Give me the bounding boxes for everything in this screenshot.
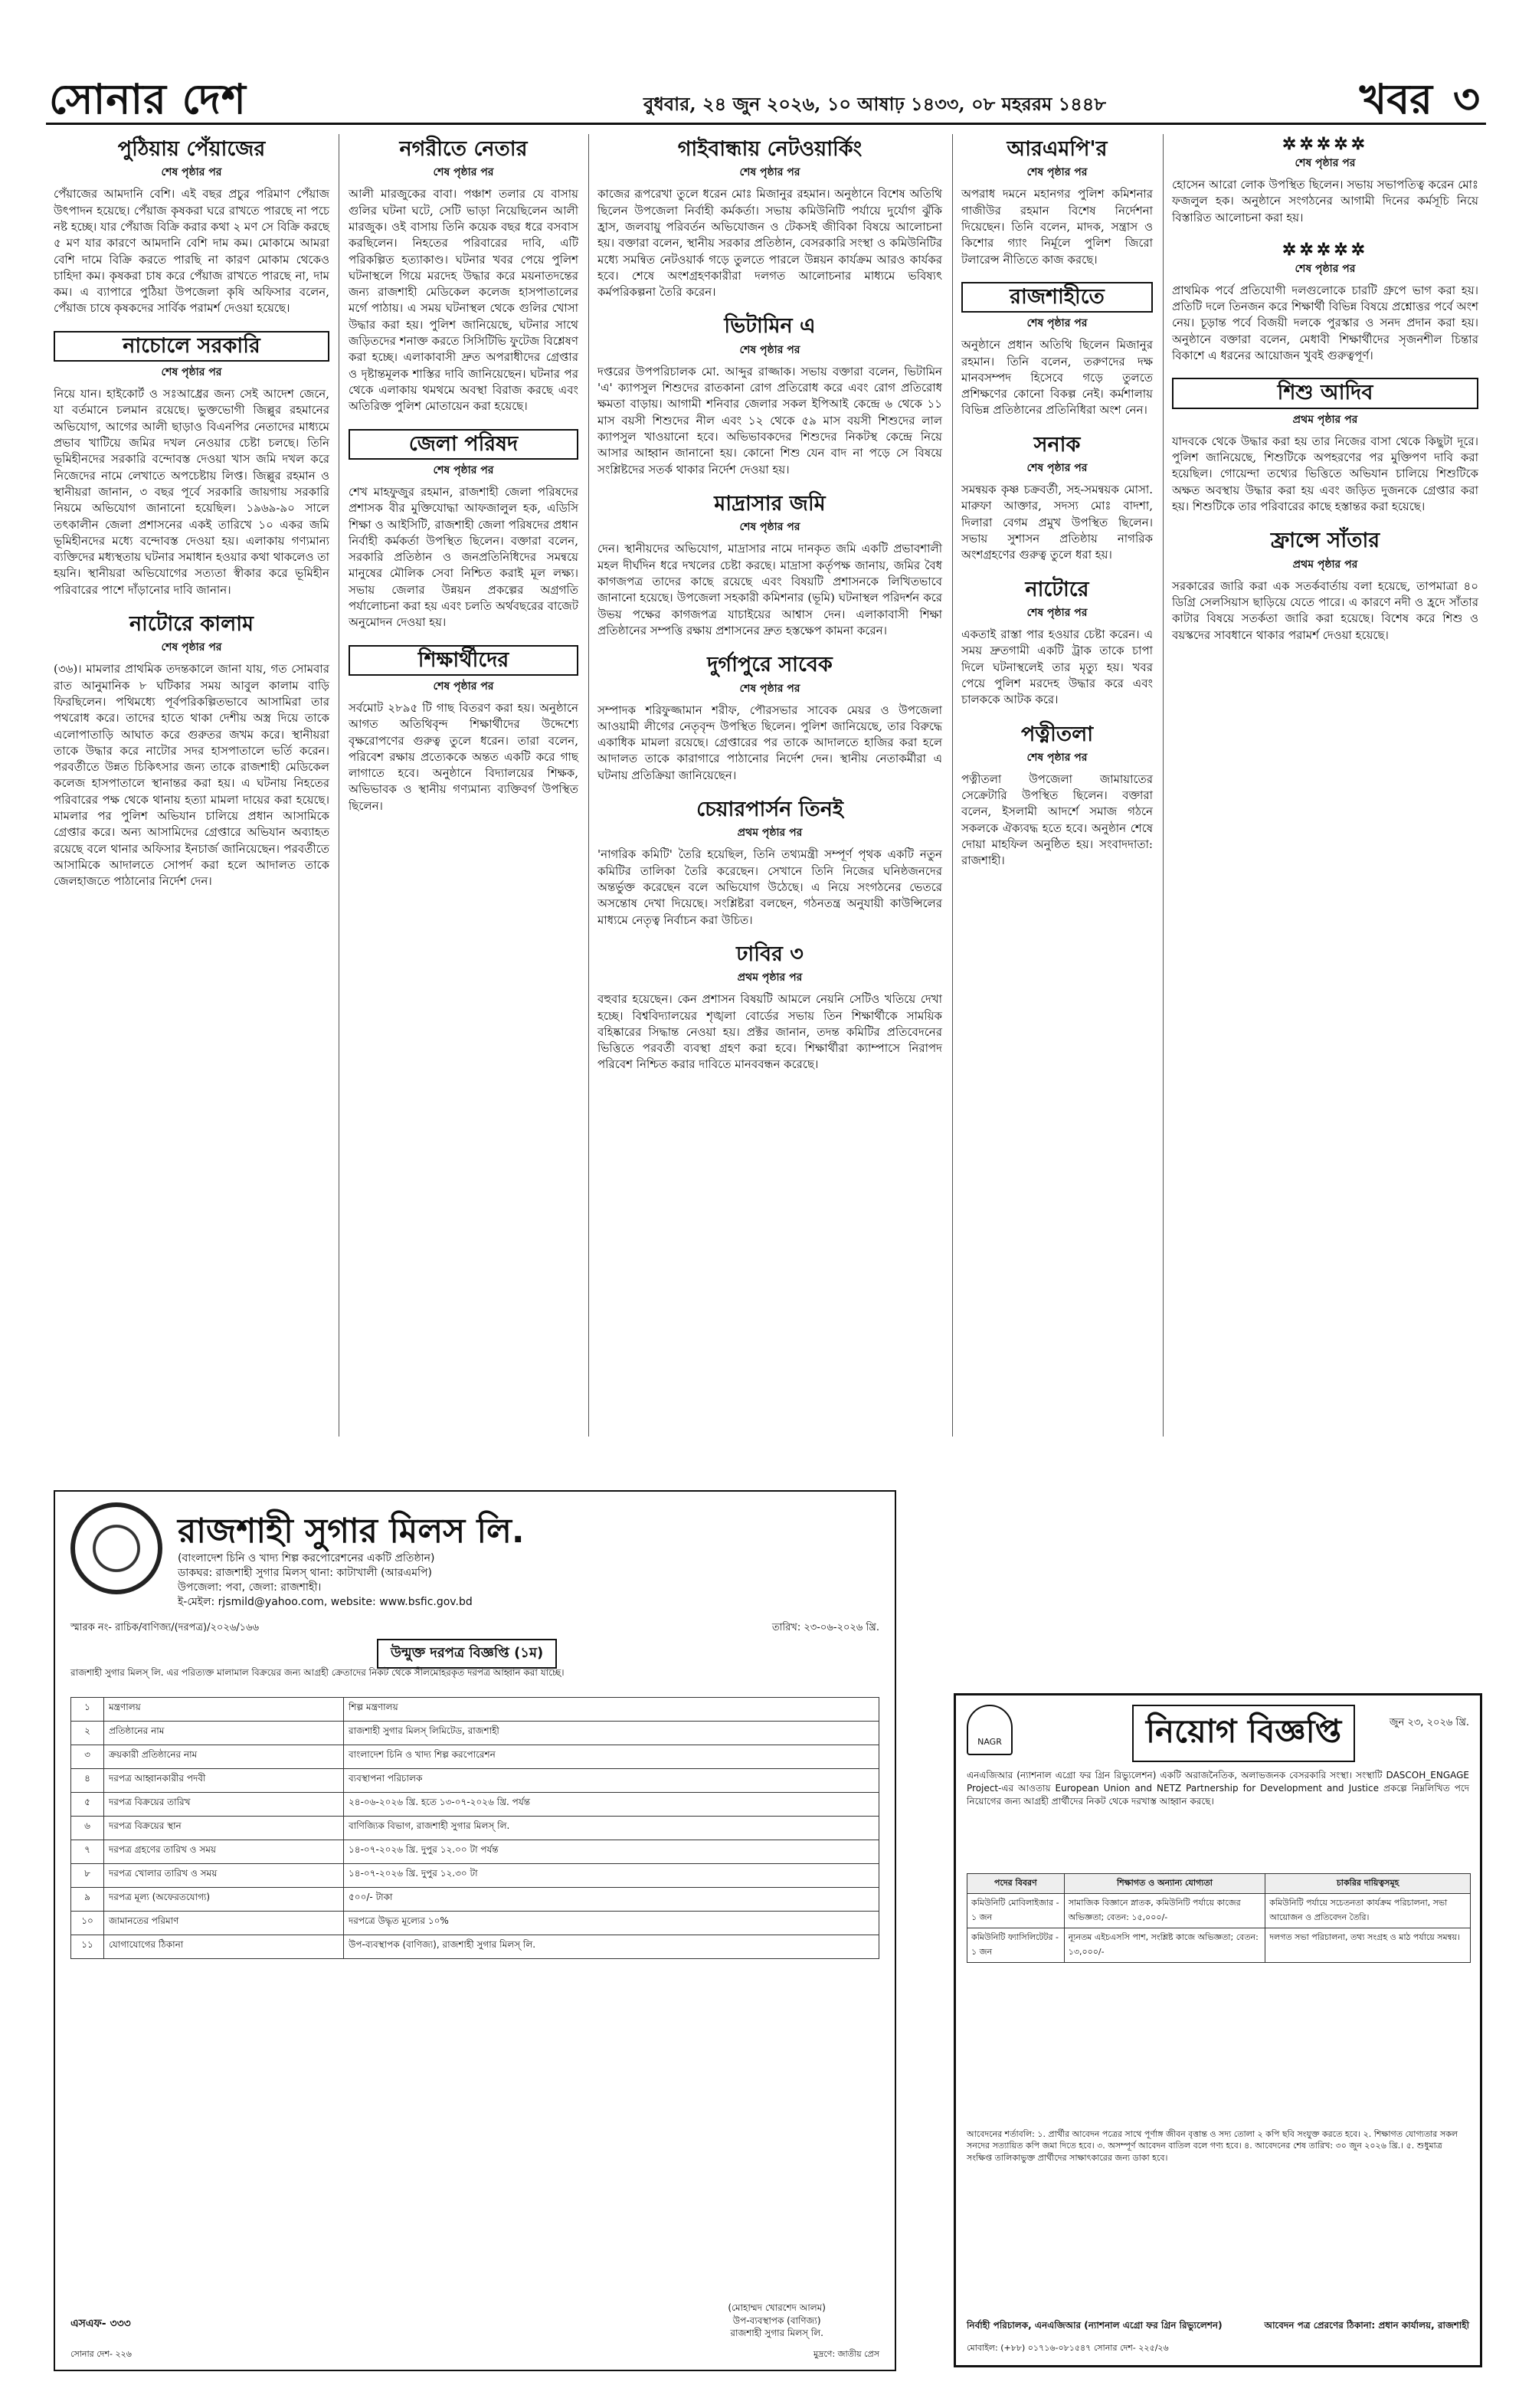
ad-company-name: রাজশাহী সুগার মিলস লি. bbox=[178, 1512, 525, 1551]
story-kicker: শেষ পৃষ্ঠার পর bbox=[1026, 166, 1088, 179]
ad-sub-line: ই-মেইল: rjsmild@yahoo.com, website: www.bsfic.gov.bd bbox=[178, 1595, 473, 1608]
table-row bbox=[967, 1928, 1471, 1963]
ad-footer-right: মুদ্রণে: জাতীয় প্রেস bbox=[813, 2349, 879, 2359]
story-kicker: শেষ পৃষ্ঠার পর bbox=[1026, 751, 1088, 764]
table-cell: সামাজিক বিজ্ঞানে স্নাতক, কমিউনিটি পর্যায়ে কাজের অভিজ্ঞতা; বেতন: ১৫,০০০/- bbox=[1064, 1894, 1265, 1928]
story-headline: ঢাবির ৩ bbox=[736, 942, 804, 966]
story-kicker: শেষ পৃষ্ঠার পর bbox=[1026, 607, 1088, 620]
ad-signature bbox=[728, 2302, 826, 2339]
table-cell: ৫০০/- টাকা bbox=[344, 1888, 879, 1912]
table-row bbox=[71, 1793, 879, 1817]
story-headline: জেলা পরিষদ bbox=[349, 429, 578, 460]
table-cell: ৭ bbox=[71, 1840, 104, 1864]
recruitment-date: জুন ২৩, ২০২৬ খ্রি. bbox=[1389, 1717, 1469, 1728]
table-cell: বাংলাদেশ চিনি ও খাদ্য শিল্প করপোরেশন bbox=[344, 1745, 879, 1769]
table-row bbox=[71, 1888, 879, 1912]
recruitment-footer-left: নির্বাহী পরিচালক, এনএজিআর (ন্যাশনাল এগ্রো ফর গ্রিন রিভ্যুলেশন) bbox=[967, 2320, 1223, 2331]
story-headline: নাচোলে সরকারি bbox=[54, 331, 329, 362]
table-cell: দরপত্র আহ্বানকারীর পদবী bbox=[104, 1769, 344, 1793]
table-row bbox=[71, 1769, 879, 1793]
story-body: 'নাগরিক কমিটি' তৈরি হয়েছিল, তিনি তথ্যমন্ত্রী সম্পূর্ণ পৃথক একটি নতুন কমিটির তালিকা তৈরি করেছেন। সেখানে তিনি নিজের ঘনিষ্ঠজনদের অন্তর্ভুক্ত করেছেন বলে অভিযোগ উঠেছে। এ নিয়ে সংগঠনের ভেতরে অসন্তোষ দেখা দিয়েছে। সংশ্লিষ্টরা বলছেন, গঠনতন্ত্র অনুযায়ী কাউন্সিলের মাধ্যমে নেতৃত্ব নির্বাচন করা উচিত। bbox=[597, 847, 942, 927]
story-stars: ✲✲✲✲✲ bbox=[1282, 239, 1369, 260]
story-body: হোসেন আরো লোক উপস্থিত ছিলেন। সভায় সভাপতিত্ব করেন মোঃ ফজলুল হক। অনুষ্ঠানে সংগঠনের আগামী দিনের কর্মসূচি নিয়ে বিস্তারিত আলোচনা করা হয়। bbox=[1172, 178, 1478, 224]
story-body: শেখ মাহফুজুর রহমান, রাজশাহী জেলা পরিষদের প্রশাসক বীর মুক্তিযোদ্ধা আফজালুল হক, এডিসি শিক্ষা ও আইসিটি, রাজশাহী জেলা পরিষদের প্রধান নির্বাহী কর্মকর্তা উপস্থিত ছিলেন। বক্তারা বলেন, সরকারি প্রতিষ্ঠান ও জনপ্রতিনিধিদের সমন্বয়ে মানুষের মৌলিক সেবা নিশ্চিত করাই মূল লক্ষ্য। সভায় জেলার উন্নয়ন প্রকল্পের অগ্রগতি পর্যালোচনা করা হয় এবং চলতি অর্থবছরের বাজেট অনুমোদন দেওয়া হয়। bbox=[349, 484, 578, 630]
page-number: ৩ bbox=[1452, 74, 1480, 123]
table-header: পদের বিবরণ bbox=[967, 1874, 1065, 1894]
story-headline: আরএমপি'র bbox=[1007, 137, 1108, 161]
recruitment-footer-bottom: মোবাইল: (+৮৮) ০১৭১৬-০৮১৫৪৭ সোনার দেশ- ২২৫/২৬ bbox=[967, 2343, 1169, 2353]
table-cell: ২ bbox=[71, 1722, 104, 1745]
table-cell: ১৪-০৭-২০২৬ খ্রি. দুপুর ১২.৩০ টা bbox=[344, 1864, 879, 1888]
story-kicker: শেষ পৃষ্ঠার পর bbox=[433, 166, 494, 179]
table-cell: উপ-ব্যবস্থাপক (বাণিজ্য), রাজশাহী সুগার মিলস্ লি. bbox=[344, 1935, 879, 1959]
table-cell: দরপত্রে উদ্ধৃত মূল্যের ১০% bbox=[344, 1912, 879, 1935]
recruitment-rules: আবেদনের শর্তাবলি: ১. প্রার্থীর আবেদন পত্রের সাথে পূর্ণাঙ্গ জীবন বৃত্তান্ত ও সদ্য তোলা ২ কপি ছবি সংযুক্ত করতে হবে। ২. শিক্ষাগত যোগ্যতার সকল সনদের সত্যায়িত কপি জমা দিতে হবে। ৩. অসম্পূর্ণ আবেদন বাতিল বলে গণ্য হবে। ৪. আবেদনের শেষ তারিখ: ৩০ জুন ২০২৬ খ্রি.। ৫. শুধুমাত্র সংক্ষিপ্ত তালিকাভুক্ত প্রার্থীদের সাক্ষাৎকারের জন্য ডাকা হবে। bbox=[967, 2129, 1458, 2163]
ad-intro: রাজশাহী সুগার মিলস্ লি. এর পরিত্যক্ত মালামাল বিক্রয়ের জন্য আগ্রহী ক্রেতাদের নিকট থেকে সীলমোহরকৃত দরপত্র আহ্বান করা যাচ্ছে। bbox=[70, 1667, 565, 1678]
story-headline: রাজশাহীতে bbox=[961, 282, 1153, 313]
section-label: খবর bbox=[1359, 74, 1432, 123]
story-kicker: শেষ পৃষ্ঠার পর bbox=[1295, 157, 1356, 169]
story-kicker: শেষ পৃষ্ঠার পর bbox=[739, 521, 800, 534]
story-kicker: প্রথম পৃষ্ঠার পর bbox=[737, 971, 803, 984]
news-story bbox=[1172, 378, 1478, 515]
recruitment-advertisement bbox=[954, 1693, 1482, 2367]
recruitment-footer-right: আবেদন পত্র প্রেরণের ঠিকানা: প্রধান কার্যালয়, রাজশাহী bbox=[1264, 2320, 1469, 2331]
story-body: পেঁয়াজের আমদানি বেশি। এই বছর প্রচুর পরিমাণ পেঁয়াজ উৎপাদন হয়েছে। পেঁয়াজ কৃষকরা ঘরে রাখতে পারছে না পচে নষ্ট হচ্ছে। যার পেঁয়াজ বিক্রি করার কথা ২ মণ সে বিক্রি করছে ৫ মণ যার কারণে আমদানি বেশি দাম কম। মোকামে আমরা বেশি দামে বিক্রি করতে পারছি না কারণ মোকাম থেকেও চাহিদা কম। কৃষকরা চাষ করে পেঁয়াজ রাখতে পারছে না, দাম কম। এ ব্যাপারে পুঠিয়া উপজেলা কৃষি অফিসার বলেন, পেঁয়াজ চাষে কৃষকদের সার্বিক পরামর্শ দেওয়া হয়েছে। bbox=[54, 187, 329, 316]
table-cell: দরপত্র খোলার তারিখ ও সময় bbox=[104, 1864, 344, 1888]
story-headline: নগরীতে নেতার bbox=[399, 137, 528, 161]
table-cell: ৯ bbox=[71, 1888, 104, 1912]
dateline: বুধবার, ২৪ জুন ২০২৬, ১০ আষাঢ় ১৪৩৩, ০৮ মহররম ১৪৪৮ bbox=[643, 93, 1106, 115]
story-kicker: প্রথম পৃষ্ঠার পর bbox=[737, 827, 803, 840]
news-story bbox=[54, 137, 329, 317]
table-cell: ২৪-০৬-২০২৬ খ্রি. হতে ১৩-০৭-২০২৬ খ্রি. পর্যন্ত bbox=[344, 1793, 879, 1817]
news-story bbox=[1172, 134, 1478, 226]
table-cell: ৬ bbox=[71, 1817, 104, 1840]
story-kicker: প্রথম পৃষ্ঠার পর bbox=[1292, 558, 1358, 571]
story-kicker: শেষ পৃষ্ঠার পর bbox=[161, 641, 222, 654]
table-row bbox=[71, 1912, 879, 1935]
table-cell: প্রতিষ্ঠানের নাম bbox=[104, 1722, 344, 1745]
story-body: পত্নীতলা উপজেলা জামায়াতের সেক্রেটারি উপস্থিত ছিলেন। বক্তারা বলেন, ইসলামী আদর্শে সমাজ গঠনে সকলকে ঐক্যবদ্ধ হতে হবে। অনুষ্ঠান শেষে দোয়া মাহফিল অনুষ্ঠিত হয়। সংবাদদাতা: রাজশাহী। bbox=[961, 772, 1153, 868]
ad-memo: স্মারক নং- রাচিক/বাণিজ্য/(দরপত্র)/২০২৬/১৬৬ bbox=[70, 1622, 260, 1633]
signature-title: উপ-ব্যবস্থাপক (বাণিজ্য) bbox=[732, 2315, 821, 2326]
story-kicker: প্রথম পৃষ্ঠার পর bbox=[1292, 413, 1358, 426]
table-row bbox=[967, 1894, 1471, 1928]
column-rule bbox=[1163, 134, 1164, 1437]
signature-name: (মোহাম্মদ খোরশেদ আলম) bbox=[728, 2302, 826, 2314]
story-headline: দুর্গাপুরে সাবেক bbox=[707, 653, 833, 677]
story-body: অনুষ্ঠানে প্রধান অতিথি ছিলেন মিজানুর রহমান। তিনি বলেন, তরুণদের দক্ষ মানবসম্পদ হিসেবে গড়ে তুলতে প্রশিক্ষণের কোনো বিকল্প নেই। কর্মশালায় বিভিন্ন প্রতিষ্ঠানের প্রতিনিধিরা অংশ নেন। bbox=[961, 338, 1153, 418]
table-cell: বাণিজ্যিক বিভাগ, রাজশাহী সুগার মিলস্ লি. bbox=[344, 1817, 879, 1840]
recruitment-title: নিয়োগ বিজ্ঞপ্তি bbox=[1132, 1705, 1355, 1762]
table-cell: ন্যূনতম এইচএসসি পাশ, সংশ্লিষ্ট কাজে অভিজ্ঞতা; বেতন: ১৩,০০০/- bbox=[1064, 1928, 1265, 1963]
story-body: সম্পাদক শরিফুজ্জামান শরীফ, পৌরসভার সাবেক মেয়র ও উপজেলা আওয়ামী লীগের নেতৃবৃন্দ উপস্থিত ছিলেন। পুলিশ জানিয়েছে, তার বিরুদ্ধে একাধিক মামলা রয়েছে। গ্রেপ্তারের পর তাকে আদালতে হাজির করা হলে আদালত তাকে কারাগারে পাঠানোর নির্দেশ দেন। স্থানীয় নেতাকর্মীরা এ ঘটনায় প্রতিক্রিয়া জানিয়েছেন। bbox=[597, 703, 942, 782]
story-body: আলী মারজুকের বাবা। পঞ্চাশ তলার যে বাসায় গুলির ঘটনা ঘটে, সেটি ভাড়া নিয়েছিলেন আলী মারজুক। ওই বাসায় তিনি কয়েক বছর ধরে বসবাস করছিলেন। নিহতের পরিবারের দাবি, এটি পরিকল্পিত হত্যাকাণ্ড। ঘটনার খবর পেয়ে পুলিশ ঘটনাস্থলে গিয়ে মরদেহ উদ্ধার করে ময়নাতদন্তের জন্য রাজশাহী মেডিকেল কলেজ হাসপাতালের মর্গে পাঠায়। এ সময় ঘটনাস্থল থেকে গুলির খোসা উদ্ধার করা হয়। পুলিশ জানিয়েছে, ঘটনার সাথে জড়িতদের শনাক্ত করতে সিসিটিভি ফুটেজ বিশ্লেষণ করা হচ্ছে। এলাকাবাসী দ্রুত অপরাধীদের গ্রেপ্তার ও দৃষ্টান্তমূলক শাস্তির দাবি জানিয়েছেন। ঘটনার পর থেকে এলাকায় থমথমে অবস্থা বিরাজ করছে এবং অতিরিক্ত পুলিশ মোতায়েন করা হয়েছে। bbox=[349, 187, 578, 414]
column-rule bbox=[588, 134, 589, 1437]
table-header: চাকরির দায়িত্বসমূহ bbox=[1265, 1874, 1471, 1894]
story-body: দেন। স্থানীয়দের অভিযোগ, মাদ্রাসার নামে দানকৃত জমি একটি প্রভাবশালী মহল দীর্ঘদিন ধরে দখলের চেষ্টা করছে। মাদ্রাসা কর্তৃপক্ষ জানায়, জমির বৈধ কাগজপত্র তাদের কাছে রয়েছে এবং বিষয়টি প্রশাসনকে লিখিতভাবে জানানো হয়েছে। উপজেলা সহকারী কমিশনার (ভূমি) ঘটনাস্থল পরিদর্শন করে উভয় পক্ষের কাগজপত্র যাচাইয়ের আশ্বাস দেন। এলাকাবাসী শিক্ষা প্রতিষ্ঠানের সম্পত্তি রক্ষায় প্রশাসনের দ্রুত হস্তক্ষেপ কামনা করেন। bbox=[597, 542, 942, 637]
table-cell: রাজশাহী সুগার মিলস্ লিমিটেড, রাজশাহী bbox=[344, 1722, 879, 1745]
ad-ref-line bbox=[70, 1620, 879, 1636]
story-headline: পত্নীতলা bbox=[1020, 722, 1094, 746]
table-cell: শিল্প মন্ত্রণালয় bbox=[344, 1698, 879, 1722]
story-headline: ভিটামিন এ bbox=[724, 314, 816, 339]
story-body: দপ্তরের উপপরিচালক মো. আব্দুর রাজ্জাক। সভায় বক্তারা বলেন, ভিটামিন 'এ' ক্যাপসুল শিশুদের রাতকানা রোগ প্রতিরোধ করে এবং রোগ প্রতিরোধ ক্ষমতা বাড়ায়। আগামী শনিবার জেলার সকল ইপিআই কেন্দ্রে ৬ থেকে ১১ মাস বয়সী শিশুদের নীল এবং ১২ থেকে ৫৯ মাস বয়সী শিশুদের লাল ক্যাপসুল খাওয়ানো হবে। অভিভাবকদের শিশুদের নিকটস্থ কেন্দ্রে নিয়ে আসার আহ্বান জানানো হয়। কোনো শিশু যেন বাদ না পড়ে সে বিষয়ে সংশ্লিষ্টদের সতর্ক থাকার নির্দেশ দেওয়া হয়। bbox=[597, 364, 942, 477]
ad-sub-line: (বাংলাদেশ চিনি ও খাদ্য শিল্প করপোরেশনের একটি প্রতিষ্ঠান) bbox=[178, 1552, 435, 1564]
story-kicker: শেষ পৃষ্ঠার পর bbox=[161, 366, 222, 379]
story-kicker: শেষ পৃষ্ঠার পর bbox=[1026, 317, 1088, 330]
story-kicker: শেষ পৃষ্ঠার পর bbox=[739, 343, 800, 356]
column-2 bbox=[349, 134, 578, 828]
story-kicker: শেষ পৃষ্ঠার পর bbox=[161, 166, 222, 179]
story-headline: সনাক bbox=[1033, 432, 1081, 457]
story-kicker: শেষ পৃষ্ঠার পর bbox=[433, 680, 494, 693]
story-headline: শিক্ষার্থীদের bbox=[349, 645, 578, 676]
story-kicker: শেষ পৃষ্ঠার পর bbox=[739, 682, 800, 695]
news-story bbox=[597, 314, 942, 477]
news-story bbox=[961, 137, 1153, 268]
story-kicker: শেষ পৃষ্ঠার পর bbox=[433, 464, 494, 477]
news-story bbox=[349, 137, 578, 415]
sugar-mills-logo-icon bbox=[70, 1502, 162, 1594]
news-story bbox=[349, 645, 578, 814]
table-row bbox=[71, 1745, 879, 1769]
recruitment-description: এনএজিআর (ন্যাশনাল এগ্রো ফর গ্রিন রিভ্যুলেশন) একটি অরাজনৈতিক, অলাভজনক বেসরকারি সংস্থা। সংস্থাটি DASCOH_ENGAGE Project-এর আওতায় European Union and NETZ Partnership for Development and Justice প্রকল্পে নিম্নলিখিত পদে নিয়োগের জন্য আগ্রহী প্রার্থীদের নিকট থেকে দরখাস্ত আহ্বান করছে। bbox=[967, 1770, 1469, 1807]
ad-sub-line: উপজেলা: পবা, জেলা: রাজশাহী। bbox=[178, 1581, 322, 1594]
newspaper-brand: সোনার দেশ bbox=[49, 74, 247, 123]
story-stars: ✲✲✲✲✲ bbox=[1282, 134, 1369, 154]
ad-company-details bbox=[178, 1551, 714, 1610]
story-kicker: শেষ পৃষ্ঠার পর bbox=[1026, 462, 1088, 475]
story-body: সর্বমোট ২৮৯৫ টি গাছ বিতরণ করা হয়। অনুষ্ঠানে আগত অতিথিবৃন্দ শিক্ষার্থীদের উদ্দেশ্যে বৃক্ষরোপণের গুরুত্ব তুলে ধরেন। তারা বলেন, পরিবেশ রক্ষায় প্রত্যেককে অন্তত একটি করে গাছ লাগাতে হবে। অনুষ্ঠানে বিদ্যালয়ের শিক্ষক, অভিভাবক ও স্থানীয় গণ্যমান্য ব্যক্তিবর্গ উপস্থিত ছিলেন। bbox=[349, 701, 578, 813]
ad-date: তারিখ: ২৩-০৬-২০২৬ খ্রি. bbox=[771, 1622, 879, 1633]
table-cell: কমিউনিটি পর্যায়ে সচেতনতা কার্যক্রম পরিচালনা, সভা আয়োজন ও প্রতিবেদন তৈরি। bbox=[1265, 1894, 1471, 1928]
story-kicker: শেষ পৃষ্ঠার পর bbox=[1295, 262, 1356, 275]
news-story bbox=[961, 282, 1153, 419]
table-cell: ব্যবস্থাপনা পরিচালক bbox=[344, 1769, 879, 1793]
column-rule bbox=[952, 134, 953, 1437]
story-body: একতাই রাস্তা পার হওয়ার চেষ্টা করেন। এ সময় দ্রুতগামী একটি ট্রাক তাকে চাপা দিলে ঘটনাস্থলেই তার মৃত্যু হয়। খবর পেয়ে পুলিশ মরদেহ উদ্ধার করে এবং চালককে আটক করে। bbox=[961, 627, 1153, 707]
news-story bbox=[597, 942, 942, 1073]
table-cell: ১০ bbox=[71, 1912, 104, 1935]
signature-org: রাজশাহী সুগার মিলস্ লি. bbox=[730, 2327, 823, 2338]
column-5 bbox=[1172, 134, 1478, 657]
news-story bbox=[349, 429, 578, 631]
news-story bbox=[54, 331, 329, 598]
table-cell: যোগাযোগের ঠিকানা bbox=[104, 1935, 344, 1959]
news-story bbox=[597, 492, 942, 639]
news-story bbox=[597, 653, 942, 784]
table-cell: দলগত সভা পরিচালনা, তথ্য সংগ্রহ ও মাঠ পর্যায়ে সমন্বয়। bbox=[1265, 1928, 1471, 1963]
table-row bbox=[71, 1864, 879, 1888]
story-body: সমন্বয়ক কৃষ্ণ চক্রবর্তী, সহ-সমন্বয়ক মোসা. মারুফা আক্তার, সদস্য মোঃ বাদশা, দিলারা বেগম প্রমুখ উপস্থিত ছিলেন। সভায় সুশাসন প্রতিষ্ঠায় নাগরিক অংশগ্রহণের গুরুত্ব তুলে ধরা হয়। bbox=[961, 483, 1153, 562]
ad-footer-left: সোনার দেশ- ২২৬ bbox=[70, 2349, 132, 2359]
story-kicker: শেষ পৃষ্ঠার পর bbox=[739, 166, 800, 179]
table-cell: দরপত্র গ্রহণের তারিখ ও সময় bbox=[104, 1840, 344, 1864]
table-cell: দরপত্র বিক্রয়ের তারিখ bbox=[104, 1793, 344, 1817]
table-cell: ১৪-০৭-২০২৬ খ্রি. দুপুর ১২.০০ টা পর্যন্ত bbox=[344, 1840, 879, 1864]
story-body: (৩৬)। মামলার প্রাথমিক তদন্তকালে জানা যায়, গত সোমবার রাত আনুমানিক ৮ ঘটিকার সময় আবুল কালাম বাড়ি ফিরছিলেন। পথিমধ্যে পূর্বপরিকল্পিতভাবে আসামিরা তার পথরোধ করে। তাদের হাতে থাকা দেশীয় অস্ত্র দিয়ে তাকে এলোপাতাড়ি আঘাত করে গুরুতর জখম করে। স্থানীয়রা তাকে উদ্ধার করে নাটোর সদর হাসপাতালে ভর্তি করেন। পরবর্তীতে উন্নত চিকিৎসার জন্য তাকে রাজশাহী মেডিকেল কলেজ হাসপাতালে স্থানান্তর করা হয়। এ ঘটনায় নিহতের পরিবারের পক্ষ থেকে থানায় হত্যা মামলা দায়ের করা হয়েছে। মামলার পর পুলিশ অভিযান চালিয়ে প্রধান আসামিকে গ্রেপ্তার করে। অন্য আসামিদের গ্রেপ্তারে অভিযান অব্যাহত রয়েছে বলে থানার অফিসার ইনচার্জ জানিয়েছেন। পরবর্তীতে আসামিকে আদালতে সোপর্দ করা হলে আদালত তাকে জেলহাজতে পাঠানোর নির্দেশ দেন। bbox=[54, 662, 329, 889]
table-cell: ৮ bbox=[71, 1864, 104, 1888]
table-row bbox=[71, 1840, 879, 1864]
recruitment-table bbox=[967, 1873, 1471, 1963]
column-3 bbox=[597, 134, 942, 1087]
table-cell: ৩ bbox=[71, 1745, 104, 1769]
ad-sub-line: ডাকঘর: রাজশাহী সুগার মিলস্ থানা: কাটাখালী (আরএমপি) bbox=[178, 1566, 432, 1579]
table-cell: ১ bbox=[71, 1698, 104, 1722]
story-headline: চেয়ারপার্সন তিনই bbox=[696, 797, 843, 821]
table-cell: ৫ bbox=[71, 1793, 104, 1817]
story-headline: শিশু আদিব bbox=[1172, 378, 1478, 408]
table-cell: দরপত্র বিক্রয়ের স্থান bbox=[104, 1817, 344, 1840]
table-cell: কমিউনিটি মোবিলাইজার - ১ জন bbox=[967, 1894, 1065, 1928]
news-story bbox=[597, 798, 942, 929]
table-cell: ১১ bbox=[71, 1935, 104, 1959]
tender-advertisement bbox=[54, 1490, 896, 2371]
story-body: অপরাধ দমনে মহানগর পুলিশ কমিশনার গাজীউর রহমান বিশেষ নির্দেশনা দিয়েছেন। তিনি বলেন, মাদক, সন্ত্রাস ও কিশোর গ্যাং নির্মূলে পুলিশ জিরো টলারেন্স নীতিতে কাজ করছে। bbox=[961, 187, 1153, 267]
story-headline: নাটোরে bbox=[1025, 577, 1089, 601]
story-body: সরকারের জারি করা এক সতর্কবার্তায় বলা হয়েছে, তাপমাত্রা ৪০ ডিগ্রি সেলসিয়াস ছাড়িয়ে যেতে পারে। এ কারণে নদী ও হ্রদে সাঁতার কাটার বিষয়ে সতর্কতা জারি করা হয়েছে। বিশেষ করে শিশু ও বয়স্কদের সাবধানে থাকার পরামর্শ দেওয়া হয়েছে। bbox=[1172, 578, 1478, 642]
column-1 bbox=[54, 134, 329, 904]
story-headline: মাদ্রাসার জমি bbox=[714, 491, 826, 516]
story-body: কাজের রূপরেখা তুলে ধরেন মোঃ মিজানুর রহমান। অনুষ্ঠানে বিশেষ অতিথি ছিলেন উপজেলা নির্বাহী কর্মকর্তা। সভায় কমিউনিটি পর্যায়ে দুর্যোগ ঝুঁকি হ্রাস, জলবায়ু পরিবর্তন অভিযোজন ও টেকসই জীবিকা বিষয়ে আলোচনা হয়। বক্তারা বলেন, স্থানীয় সরকার প্রতিষ্ঠান, বেসরকারি সংস্থা ও কমিউনিটির মধ্যে সমন্বিত নেটওয়ার্ক গড়ে তুলতে পারলে উন্নয়ন কার্যক্রম আরও কার্যকর হবে। শেষে অংশগ্রহণকারীরা দলগত আলোচনার মাধ্যমে ভবিষ্যৎ কর্মপরিকল্পনা তৈরি করেন। bbox=[597, 187, 942, 300]
ad-reference: এসএফ- ৩৩৩ bbox=[70, 2318, 131, 2330]
table-cell: ৪ bbox=[71, 1769, 104, 1793]
news-story bbox=[1172, 240, 1478, 364]
ad-footer bbox=[70, 2347, 879, 2362]
table-row bbox=[71, 1817, 879, 1840]
news-story bbox=[54, 612, 329, 890]
news-story bbox=[961, 578, 1153, 709]
story-body: যাদবকে থেকে উদ্ধার করা হয় তার নিজের বাসা থেকে কিছুটা দূরে। পুলিশ জানিয়েছে, শিশুটিকে অপহরণের পর মুক্তিপণ দাবি করা হয়েছিল। গোয়েন্দা তথ্যের ভিত্তিতে অভিযান চালিয়ে শিশুটিকে অক্ষত অবস্থায় উদ্ধার করা হয় এবং জড়িত দুজনকে গ্রেপ্তার করা হয়। শিশুটিকে তার পরিবারের কাছে হস্তান্তর করা হয়েছে। bbox=[1172, 434, 1478, 513]
news-story bbox=[597, 137, 942, 300]
nagr-logo-icon: NAGR bbox=[967, 1705, 1013, 1755]
table-cell: জামানতের পরিমাণ bbox=[104, 1912, 344, 1935]
table-cell: ক্রয়কারী প্রতিষ্ঠানের নাম bbox=[104, 1745, 344, 1769]
story-body: প্রাথমিক পর্বে প্রতিযোগী দলগুলোকে চারটি গ্রুপে ভাগ করা হয়। প্রতিটি দলে তিনজন করে শিক্ষার্থী বিভিন্ন বিষয়ে প্রশ্নোত্তর পর্বে অংশ নেয়। চূড়ান্ত পর্বে বিজয়ী দলকে পুরস্কার ও সনদ প্রদান করা হয়। অনুষ্ঠানে বক্তারা বলেন, মেধাবী শিক্ষার্থীদের সৃজনশীল চিন্তার বিকাশে এ ধরনের আয়োজন খুবই গুরুত্বপূর্ণ। bbox=[1172, 283, 1478, 363]
story-headline: নাটোরে কালাম bbox=[129, 612, 254, 637]
story-body: নিয়ে যান। হাইকোর্ট ও সঃআধ্রের জন্য সেই আদেশ জেনে, যা বর্তমানে চলমান রয়েছে। ভুক্তভোগী জিল্লুর রহমানের অভিযোগ, আগের আলী ছাড়াও বিএনপির নেতাদের মাধ্যমে প্রভাব খাটিয়ে জমির দখল নেওয়ার চেষ্টা চলছে। তিনি ভূমিহীনদের সরকারি বন্দোবস্ত দেওয়া খাস জমি দখল করে নিজেদের নামে লেখাতে অপচেষ্টায় লিপ্ত। জিল্লুর রহমান ও স্থানীয়রা জানান, ৩ বছর পূর্বে সরকারি জায়গায় সরকারি নিয়মে অভিযোগ জানানো হয়েছিল। ১৯৬৯-৯০ সালে তৎকালীন জেলা প্রশাসনের একই তারিখে ১০ একর জমি ভূমিহীনদের মধ্যে বন্দোবস্ত দেওয়া হয়। এলাকায় গণ্যমান্য ব্যক্তিদের মধ্যস্থতায় ঘটনার সমাধান হওয়ার কথা থাকলেও তা হয়নি। স্থানীয়রা অভিযোগের সত্যতা স্বীকার করে ভূমিহীন পরিবারের পাশে দাঁড়ানোর দাবি জানান। bbox=[54, 387, 329, 597]
tender-table bbox=[70, 1697, 879, 1959]
table-row bbox=[71, 1935, 879, 1959]
table-cell: কমিউনিটি ফ্যাসিলিটেটর - ১ জন bbox=[967, 1928, 1065, 1963]
news-story bbox=[961, 433, 1153, 564]
story-headline: ফ্রান্সে সাঁতার bbox=[1270, 529, 1380, 553]
column-4 bbox=[961, 134, 1153, 883]
table-header: শিক্ষাগত ও অন্যান্য যোগ্যতা bbox=[1064, 1874, 1265, 1894]
table-cell: দরপত্র মূল্য (অফেরতযোগ্য) bbox=[104, 1888, 344, 1912]
story-headline: গাইবান্ধায় নেটওয়ার্কিং bbox=[677, 137, 863, 161]
masthead bbox=[46, 67, 1486, 125]
news-story bbox=[961, 722, 1153, 870]
table-row bbox=[71, 1698, 879, 1722]
story-body: বহুবার হয়েছেন। কেন প্রশাসন বিষয়টি আমলে নেয়নি সেটিও খতিয়ে দেখা হচ্ছে। বিশ্ববিদ্যালয়ের শৃঙ্খলা বোর্ডের সভায় তিন শিক্ষার্থীকে সাময়িক বহিষ্কারের সিদ্ধান্ত নেওয়া হয়। প্রক্টর জানান, তদন্ত কমিটির প্রতিবেদনের ভিত্তিতে পরবর্তী ব্যবস্থা গ্রহণ করা হবে। শিক্ষার্থীরা ক্যাম্পাসে নিরাপদ পরিবেশ নিশ্চিত করার দাবিতে মানববন্ধন করেছে। bbox=[597, 992, 942, 1072]
news-story bbox=[1172, 529, 1478, 644]
table-cell: মন্ত্রণালয় bbox=[104, 1698, 344, 1722]
story-headline: পুঠিয়ায় পেঁয়াজের bbox=[117, 137, 266, 161]
table-row bbox=[71, 1722, 879, 1745]
ad-notice-title: উন্মুক্ত দরপত্র বিজ্ঞপ্তি (১ম) bbox=[377, 1639, 557, 1669]
